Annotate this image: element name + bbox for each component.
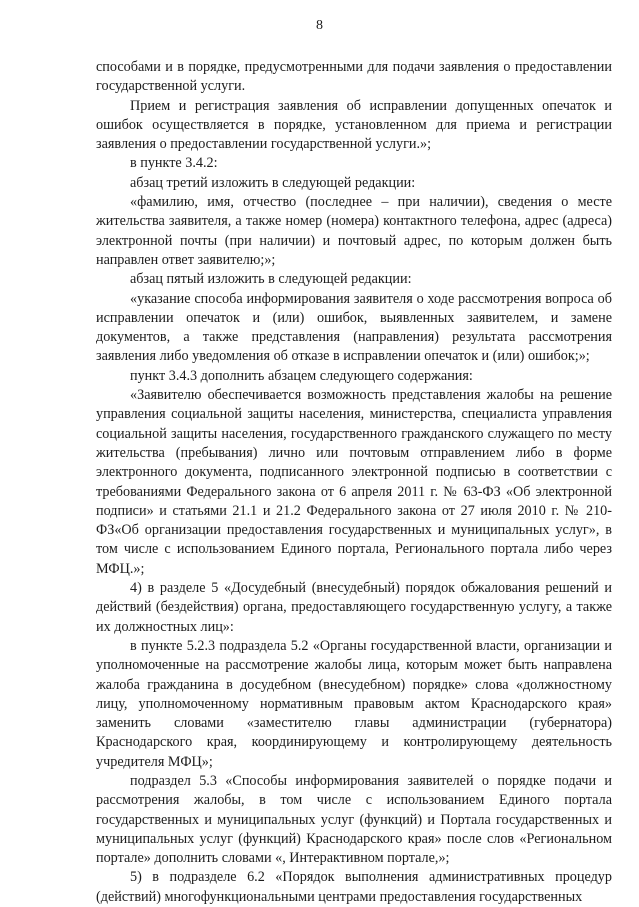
paragraph: абзац пятый изложить в следующей редакции: <box>130 271 412 288</box>
paragraph: в пункте 5.2.3 подраздела 5.2 «Органы государственной власти, организации и уполномоченные на рассмотрение жалобы лица, которым может быть направлена жалоба гражданина в досудебном (внесудебном) порядке» слова «должностному лицу, уполномоченному нормативным правовым актом Краснодарского края» заменить словами «заместителю главы администрации (губернатора) Краснодарского края, координирующему и контролирующему деятельность учредителя МФЦ»; <box>96 637 612 770</box>
paragraph: подраздел 5.3 «Способы информирования заявителей о порядке подачи и рассмотрения жалобы, в том числе с использованием Единого портала государственных и муниципальных услуг (функций) и Портала государственных и муниципальных услуг (функций) Краснодарского края» после слов «Региональном портале» дополнить словами «, Интерактивном портале,»; <box>96 772 612 867</box>
document-body <box>96 58 612 907</box>
paragraph: 4) в разделе 5 «Досудебный (внесудебный) порядок обжалования решений и действий (бездействия) органа, предоставляющего государственную услугу, а также их должностных лиц»: <box>96 580 612 635</box>
page-number: 8 <box>316 18 323 33</box>
paragraph: в пункте 3.4.2: <box>130 155 218 172</box>
paragraph: 5) в подразделе 6.2 «Порядок выполнения административных процедур (действий) многофункциональными центрами предоставления государственных <box>96 869 612 905</box>
paragraph: «Заявителю обеспечивается возможность представления жалобы на решение управления социальной защиты населения, министерства, специалиста управления социальной защиты населения, государственного гражданского служащего по месту жительства (пребывания) лично или почтовым отправлением либо в форме электронного документа, подписанного электронной подписью в соответствии с требованиями Федерального закона от 6 апреля 2011 г. № 63-ФЗ «Об электронной подписи» и статьями 21.1 и 21.2 Федерального закона от 27 июля 2010 г. № 210-ФЗ«Об организации предоставления государственных и муниципальных услуг», в том числе с использованием Единого портала, Регионального портала либо через МФЦ.»; <box>96 387 612 577</box>
paragraph: пункт 3.4.3 дополнить абзацем следующего содержания: <box>130 367 473 384</box>
paragraph: «фамилию, имя, отчество (последнее – при наличии), сведения о месте жительства заявителя, а также номер (номера) контактного телефона, адрес (адреса) электронной почты (при наличии) и почтовый адрес, по которым должен быть направлен ответ заявителю;»; <box>96 194 612 268</box>
paragraph: «указание способа информирования заявителя о ходе рассмотрения вопроса об исправлении опечаток и (или) ошибок, выявленных заявителем, и замене документов, а также представления (направления) результата рассмотрения заявления либо уведомления об отказе в исправлении опечаток и (или) ошибок;»; <box>96 290 612 365</box>
paragraph: абзац третий изложить в следующей редакции: <box>130 174 416 191</box>
paragraph: Прием и регистрация заявления об исправлении допущенных опечаток и ошибок осуществляется в порядке, установленном для приема и регистрации заявления о предоставлении государственной услуги.»; <box>96 97 612 153</box>
paragraph: способами и в порядке, предусмотренными для подачи заявления о предоставлении государственной услуги. <box>96 59 612 95</box>
